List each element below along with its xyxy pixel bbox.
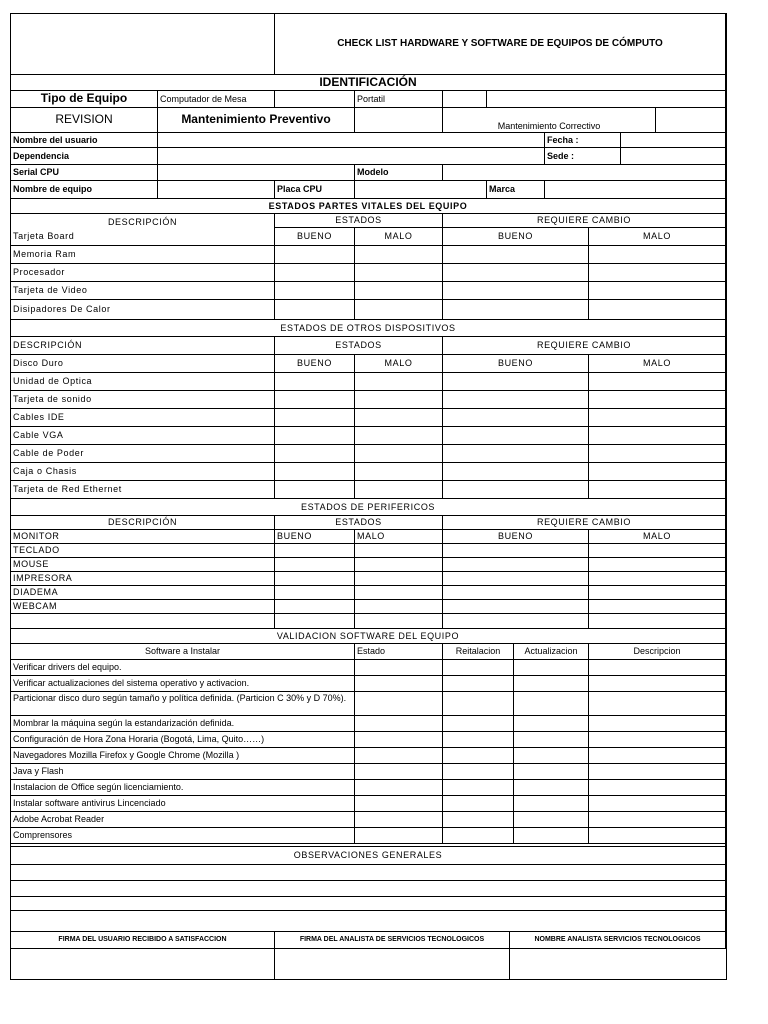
vitales-status-checkbox[interactable] bbox=[443, 246, 589, 264]
software-status-field[interactable] bbox=[443, 828, 514, 844]
otros-status-checkbox[interactable] bbox=[443, 463, 589, 481]
software-status-field[interactable] bbox=[514, 676, 589, 692]
vitales-item-label: Procesador bbox=[11, 264, 275, 282]
software-status-field[interactable] bbox=[589, 780, 726, 796]
tipo-equipo-spacer bbox=[487, 91, 726, 108]
cambio-bueno-header: BUENO bbox=[443, 355, 589, 373]
firmas-spacer bbox=[11, 911, 726, 931]
software-status-field[interactable] bbox=[514, 828, 589, 844]
perifericos-status-checkbox[interactable] bbox=[589, 558, 726, 572]
vitales-status-checkbox[interactable] bbox=[589, 246, 726, 264]
otros-item-label: Disco Duro bbox=[11, 355, 275, 373]
perifericos-status-checkbox[interactable] bbox=[275, 586, 355, 600]
software-item-label: Instalacion de Office según licenciamiento. bbox=[11, 780, 355, 796]
software-status-field[interactable] bbox=[355, 660, 443, 676]
firma-analista-field[interactable] bbox=[275, 949, 510, 979]
vitales-item-label: Memoria Ram bbox=[11, 246, 275, 264]
cambio-bueno-header: BUENO bbox=[443, 228, 589, 246]
vitales-status-checkbox[interactable] bbox=[275, 246, 355, 264]
software-item-label: Comprensores bbox=[11, 828, 355, 844]
software-item-label: Mombrar la máquina según la estandarización definida. bbox=[11, 716, 355, 732]
otros-item-label: Unidad de Optica bbox=[11, 373, 275, 391]
requiere-cambio-header: REQUIERE CAMBIO bbox=[443, 337, 726, 355]
software-status-field[interactable] bbox=[514, 812, 589, 828]
fecha-label: Fecha : bbox=[545, 133, 621, 148]
vitales-status-checkbox[interactable] bbox=[589, 264, 726, 282]
perifericos-status-checkbox[interactable] bbox=[355, 544, 443, 558]
vitales-status-checkbox[interactable] bbox=[443, 282, 589, 300]
otros-title: ESTADOS DE OTROS DISPOSITIVOS bbox=[11, 320, 726, 337]
estado-bueno-header: BUENO bbox=[275, 355, 355, 373]
otros-status-checkbox[interactable] bbox=[355, 445, 443, 463]
firma-analista-label: FIRMA DEL ANALISTA DE SERVICIOS TECNOLOGICOS bbox=[275, 931, 510, 949]
software-status-field[interactable] bbox=[589, 812, 726, 828]
otros-status-checkbox[interactable] bbox=[589, 427, 726, 445]
nombre-equipo-label: Nombre de equipo bbox=[11, 181, 158, 199]
vitales-item-label: Tarjeta Board bbox=[11, 228, 275, 246]
perifericos-status-checkbox[interactable] bbox=[589, 614, 726, 629]
perifericos-status-checkbox[interactable] bbox=[443, 614, 589, 629]
software-status-field[interactable] bbox=[443, 796, 514, 812]
software-status-field[interactable] bbox=[443, 812, 514, 828]
descripcion-col-header: Descripcion bbox=[589, 644, 726, 660]
perifericos-status-checkbox[interactable] bbox=[589, 586, 726, 600]
estado-malo-header: MALO bbox=[355, 355, 443, 373]
descripcion-header: DESCRIPCIÓN bbox=[11, 516, 275, 530]
software-title: VALIDACION SOFTWARE DEL EQUIPO bbox=[11, 629, 726, 644]
software-item-label: Navegadores Mozilla Firefox y Google Chrome (Mozilla ) bbox=[11, 748, 355, 764]
otros-status-checkbox[interactable] bbox=[589, 373, 726, 391]
software-status-field[interactable] bbox=[514, 780, 589, 796]
computador-mesa-checkbox[interactable] bbox=[275, 91, 355, 108]
vitales-status-checkbox[interactable] bbox=[589, 282, 726, 300]
software-status-field[interactable] bbox=[514, 796, 589, 812]
dependencia-label: Dependencia bbox=[11, 148, 158, 165]
software-status-field[interactable] bbox=[589, 732, 726, 748]
otros-status-checkbox[interactable] bbox=[275, 445, 355, 463]
software-status-field[interactable] bbox=[514, 716, 589, 732]
software-status-field[interactable] bbox=[443, 732, 514, 748]
software-status-field[interactable] bbox=[355, 812, 443, 828]
perifericos-blank-label bbox=[11, 614, 275, 629]
software-status-field[interactable] bbox=[443, 748, 514, 764]
sede-label: Sede : bbox=[545, 148, 621, 165]
vitales-status-checkbox[interactable] bbox=[589, 300, 726, 320]
perifericos-status-checkbox[interactable] bbox=[275, 544, 355, 558]
vitales-status-checkbox[interactable] bbox=[275, 300, 355, 320]
otros-status-checkbox[interactable] bbox=[443, 409, 589, 427]
vitales-status-checkbox[interactable] bbox=[355, 300, 443, 320]
otros-status-checkbox[interactable] bbox=[443, 373, 589, 391]
tipo-equipo-label: Tipo de Equipo bbox=[11, 91, 158, 108]
perifericos-status-checkbox[interactable] bbox=[275, 600, 355, 614]
cambio-malo-header: MALO bbox=[589, 355, 726, 373]
marca-field[interactable] bbox=[545, 181, 726, 199]
modelo-label: Modelo bbox=[355, 165, 443, 181]
serial-cpu-field[interactable] bbox=[158, 165, 355, 181]
nombre-usuario-label: Nombre del usuario bbox=[11, 133, 158, 148]
computador-mesa-label: Computador de Mesa bbox=[158, 91, 275, 108]
reitalacion-col-header: Reitalacion bbox=[443, 644, 514, 660]
actualizacion-col-header: Actualizacion bbox=[514, 644, 589, 660]
perifericos-item-label: MOUSE bbox=[11, 558, 275, 572]
otros-item-label: Cable de Poder bbox=[11, 445, 275, 463]
vitales-status-checkbox[interactable] bbox=[275, 282, 355, 300]
firma-usuario-field[interactable] bbox=[11, 949, 275, 979]
mant-correctivo-checkbox[interactable] bbox=[656, 108, 726, 133]
software-item-label: Particionar disco duro según tamaño y política definida. (Particion C 30% y D 70%). bbox=[11, 692, 355, 716]
otros-status-checkbox[interactable] bbox=[275, 409, 355, 427]
fecha-field[interactable] bbox=[621, 133, 726, 148]
otros-item-label: Cables IDE bbox=[11, 409, 275, 427]
checklist-form bbox=[10, 13, 727, 980]
software-item-label: Configuración de Hora Zona Horaria (Bogotá, Lima, Quito……) bbox=[11, 732, 355, 748]
otros-status-checkbox[interactable] bbox=[589, 391, 726, 409]
firma-usuario-label: FIRMA DEL USUARIO RECIBIDO A SATISFACCION bbox=[11, 931, 275, 949]
perifericos-status-checkbox[interactable] bbox=[355, 586, 443, 600]
mant-correctivo-label: Mantenimiento Correctivo bbox=[443, 108, 656, 133]
software-status-field[interactable] bbox=[355, 676, 443, 692]
software-item-label: Adobe Acrobat Reader bbox=[11, 812, 355, 828]
vitales-item-label: Tarjeta de Video bbox=[11, 282, 275, 300]
mant-preventivo-checkbox[interactable] bbox=[355, 108, 443, 133]
perifericos-item-label: IMPRESORA bbox=[11, 572, 275, 586]
otros-item-label: Caja o Chasis bbox=[11, 463, 275, 481]
sede-field[interactable] bbox=[621, 148, 726, 165]
vitales-status-checkbox[interactable] bbox=[355, 264, 443, 282]
vitales-status-checkbox[interactable] bbox=[275, 264, 355, 282]
vitales-status-checkbox[interactable] bbox=[443, 264, 589, 282]
otros-status-checkbox[interactable] bbox=[355, 409, 443, 427]
vitales-item-label: Disipadores De Calor bbox=[11, 300, 275, 320]
software-status-field[interactable] bbox=[589, 748, 726, 764]
software-item-label: Verificar actualizaciones del sistema operativo y activacion. bbox=[11, 676, 355, 692]
software-status-field[interactable] bbox=[589, 796, 726, 812]
software-status-field[interactable] bbox=[355, 796, 443, 812]
software-status-field[interactable] bbox=[589, 764, 726, 780]
otros-status-checkbox[interactable] bbox=[589, 481, 726, 499]
perifericos-status-checkbox[interactable] bbox=[275, 572, 355, 586]
observaciones-line[interactable] bbox=[11, 865, 726, 881]
otros-item-label: Cable VGA bbox=[11, 427, 275, 445]
requiere-cambio-header: REQUIERE CAMBIO bbox=[443, 516, 726, 530]
descripcion-header: DESCRIPCIÓN bbox=[11, 337, 275, 355]
otros-status-checkbox[interactable] bbox=[355, 427, 443, 445]
software-status-field[interactable] bbox=[443, 780, 514, 796]
marca-label: Marca bbox=[487, 181, 545, 199]
perifericos-status-checkbox[interactable] bbox=[443, 586, 589, 600]
cambio-malo-header: MALO bbox=[589, 530, 726, 544]
software-status-field[interactable] bbox=[514, 748, 589, 764]
perifericos-item-label: MONITOR bbox=[11, 530, 275, 544]
software-item-label: Instalar software antivirus Lincenciado bbox=[11, 796, 355, 812]
placa-cpu-field[interactable] bbox=[355, 181, 487, 199]
otros-status-checkbox[interactable] bbox=[443, 481, 589, 499]
perifericos-status-checkbox[interactable] bbox=[355, 600, 443, 614]
perifericos-status-checkbox[interactable] bbox=[443, 558, 589, 572]
cambio-malo-header: MALO bbox=[589, 228, 726, 246]
perifericos-title: ESTADOS DE PERIFERICOS bbox=[11, 499, 726, 516]
estado-bueno-header: BUENO bbox=[275, 530, 355, 544]
software-status-field[interactable] bbox=[355, 748, 443, 764]
software-status-field[interactable] bbox=[443, 716, 514, 732]
otros-status-checkbox[interactable] bbox=[355, 373, 443, 391]
perifericos-item-label: WEBCAM bbox=[11, 600, 275, 614]
perifericos-status-checkbox[interactable] bbox=[443, 544, 589, 558]
software-status-field[interactable] bbox=[443, 764, 514, 780]
software-status-field[interactable] bbox=[355, 828, 443, 844]
software-status-field[interactable] bbox=[443, 660, 514, 676]
estados-header: ESTADOS bbox=[275, 214, 443, 228]
revision-label: REVISION bbox=[11, 108, 158, 133]
software-status-field[interactable] bbox=[514, 660, 589, 676]
software-status-field[interactable] bbox=[514, 692, 589, 716]
estados-header: ESTADOS bbox=[275, 516, 443, 530]
portatil-checkbox[interactable] bbox=[443, 91, 487, 108]
software-col-header: Software a Instalar bbox=[11, 644, 355, 660]
software-status-field[interactable] bbox=[443, 676, 514, 692]
otros-status-checkbox[interactable] bbox=[275, 391, 355, 409]
otros-status-checkbox[interactable] bbox=[443, 427, 589, 445]
serial-cpu-label: Serial CPU bbox=[11, 165, 158, 181]
vitales-status-checkbox[interactable] bbox=[443, 300, 589, 320]
software-status-field[interactable] bbox=[514, 732, 589, 748]
estado-malo-header: MALO bbox=[355, 530, 443, 544]
otros-status-checkbox[interactable] bbox=[275, 463, 355, 481]
dependencia-field[interactable] bbox=[158, 148, 545, 165]
software-status-field[interactable] bbox=[355, 780, 443, 796]
vitales-title: ESTADOS PARTES VITALES DEL EQUIPO bbox=[11, 199, 726, 214]
software-status-field[interactable] bbox=[589, 716, 726, 732]
perifericos-status-checkbox[interactable] bbox=[355, 614, 443, 629]
otros-status-checkbox[interactable] bbox=[443, 445, 589, 463]
perifericos-status-checkbox[interactable] bbox=[275, 558, 355, 572]
software-status-field[interactable] bbox=[355, 732, 443, 748]
placa-cpu-label: Placa CPU bbox=[275, 181, 355, 199]
otros-status-checkbox[interactable] bbox=[589, 445, 726, 463]
perifericos-status-checkbox[interactable] bbox=[443, 572, 589, 586]
perifericos-status-checkbox[interactable] bbox=[589, 544, 726, 558]
identificacion-title: IDENTIFICACIÓN bbox=[11, 75, 726, 91]
otros-status-checkbox[interactable] bbox=[589, 463, 726, 481]
otros-status-checkbox[interactable] bbox=[275, 481, 355, 499]
software-item-label: Verificar drivers del equipo. bbox=[11, 660, 355, 676]
estado-bueno-header: BUENO bbox=[275, 228, 355, 246]
nombre-usuario-field[interactable] bbox=[158, 133, 545, 148]
perifericos-status-checkbox[interactable] bbox=[275, 614, 355, 629]
otros-status-checkbox[interactable] bbox=[355, 463, 443, 481]
logo-area bbox=[11, 14, 275, 75]
nombre-analista-label: NOMBRE ANALISTA SERVICIOS TECNOLOGICOS bbox=[510, 931, 726, 949]
requiere-cambio-header: REQUIERE CAMBIO bbox=[443, 214, 726, 228]
software-status-field[interactable] bbox=[443, 692, 514, 716]
otros-item-label: Tarjeta de sonido bbox=[11, 391, 275, 409]
estado-col-header: Estado bbox=[355, 644, 443, 660]
estado-malo-header: MALO bbox=[355, 228, 443, 246]
nombre-analista-field[interactable] bbox=[510, 949, 726, 979]
modelo-field[interactable] bbox=[443, 165, 726, 181]
software-status-field[interactable] bbox=[355, 764, 443, 780]
otros-status-checkbox[interactable] bbox=[443, 391, 589, 409]
otros-status-checkbox[interactable] bbox=[275, 373, 355, 391]
observaciones-line[interactable] bbox=[11, 881, 726, 897]
software-item-label: Java y Flash bbox=[11, 764, 355, 780]
portatil-label: Portatil bbox=[355, 91, 443, 108]
otros-item-label: Tarjeta de Red Ethernet bbox=[11, 481, 275, 499]
software-status-field[interactable] bbox=[589, 828, 726, 844]
descripcion-header: DESCRIPCIÓN bbox=[11, 214, 275, 244]
form-title: CHECK LIST HARDWARE Y SOFTWARE DE EQUIPOS DE CÓMPUTO bbox=[275, 14, 726, 75]
perifericos-status-checkbox[interactable] bbox=[589, 572, 726, 586]
software-status-field[interactable] bbox=[589, 676, 726, 692]
vitales-status-checkbox[interactable] bbox=[355, 282, 443, 300]
observaciones-title: OBSERVACIONES GENERALES bbox=[11, 847, 726, 865]
otros-status-checkbox[interactable] bbox=[589, 409, 726, 427]
perifericos-status-checkbox[interactable] bbox=[355, 572, 443, 586]
perifericos-item-label: TECLADO bbox=[11, 544, 275, 558]
software-status-field[interactable] bbox=[355, 692, 443, 716]
perifericos-status-checkbox[interactable] bbox=[355, 558, 443, 572]
perifericos-item-label: DIADEMA bbox=[11, 586, 275, 600]
software-status-field[interactable] bbox=[589, 692, 726, 716]
perifericos-status-checkbox[interactable] bbox=[443, 600, 589, 614]
vitales-status-checkbox[interactable] bbox=[355, 246, 443, 264]
software-status-field[interactable] bbox=[514, 764, 589, 780]
otros-status-checkbox[interactable] bbox=[275, 427, 355, 445]
otros-status-checkbox[interactable] bbox=[355, 481, 443, 499]
observaciones-line[interactable] bbox=[11, 897, 726, 911]
otros-status-checkbox[interactable] bbox=[355, 391, 443, 409]
software-status-field[interactable] bbox=[589, 660, 726, 676]
software-status-field[interactable] bbox=[355, 716, 443, 732]
cambio-bueno-header: BUENO bbox=[443, 530, 589, 544]
perifericos-status-checkbox[interactable] bbox=[589, 600, 726, 614]
nombre-equipo-field[interactable] bbox=[158, 181, 275, 199]
mant-preventivo-label: Mantenimiento Preventivo bbox=[158, 108, 355, 133]
estados-header: ESTADOS bbox=[275, 337, 443, 355]
